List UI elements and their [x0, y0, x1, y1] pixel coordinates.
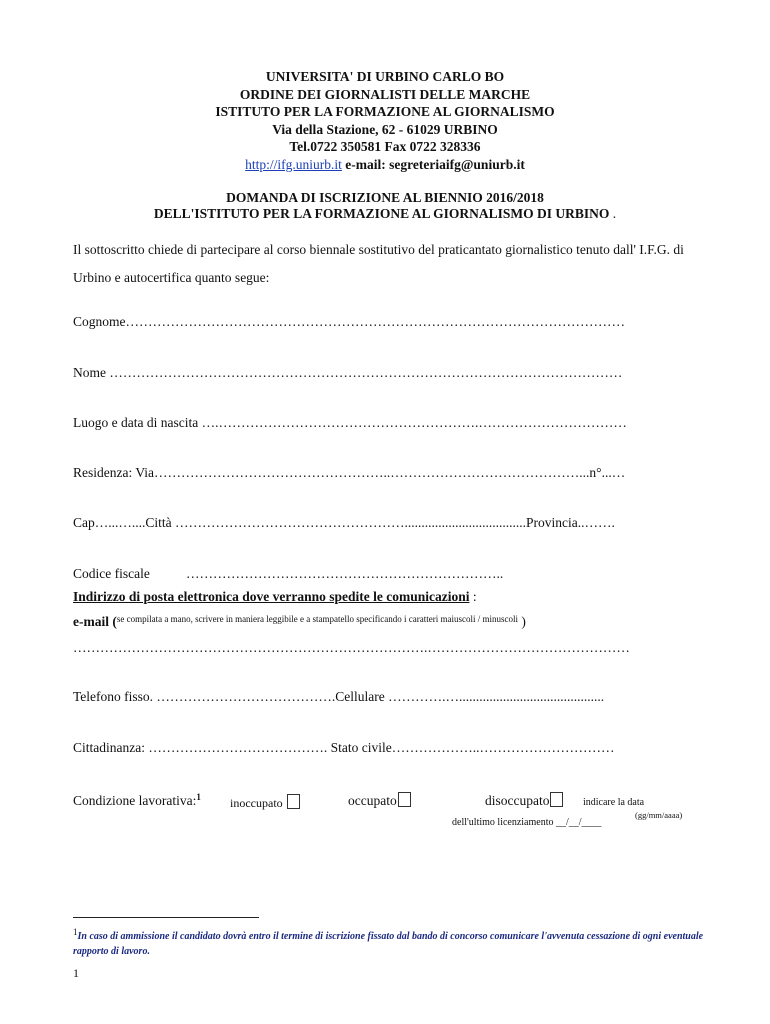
codice-fiscale-field[interactable]: ……………………………………………………………..	[186, 566, 504, 581]
occupato-option[interactable]	[348, 792, 411, 809]
intro-paragraph: Il sottoscritto chiede di partecipare al corso biennale sostitutivo del praticantato giornalistico tenuto dall' I.F.G. di Urbino e autocertifica quanto segue:	[73, 242, 684, 285]
email-note: se compilata a mano, scrivere in maniera leggibile e a stampatello specificando i caratteri maiuscoli / minuscoli	[116, 614, 518, 624]
email-close: )	[521, 614, 526, 629]
condizione-label-text: Condizione lavorativa:	[73, 793, 197, 808]
nome-field[interactable]: Nome ……………………………………………………………………………………………………	[73, 365, 623, 380]
header-email: e-mail: segreteriaifg@uniurb.it	[341, 156, 525, 172]
occupato-checkbox[interactable]	[398, 792, 411, 807]
codice-fiscale-label: Codice fiscale	[73, 566, 150, 581]
disoccupato-label: disoccupato	[485, 793, 550, 808]
condizione-label	[73, 792, 201, 809]
header-address: Via della Stazione, 62 - 61029 URBINO	[272, 121, 498, 137]
email-field[interactable]: …………………………………………………………………….………………………………………	[73, 640, 630, 655]
email-heading-text: Indirizzo di posta elettronica dove verranno spedite le comunicazioni	[73, 589, 470, 604]
email-heading-colon: :	[469, 589, 477, 604]
header-ordine: ORDINE DEI GIORNALISTI DELLE MARCHE	[239, 86, 531, 102]
footnote-number: 1	[73, 927, 78, 937]
title-dot: .	[609, 206, 617, 221]
disoccupato-option[interactable]	[485, 792, 563, 809]
licenziamento-date-field[interactable]: dell'ultimo licenziamento __/__/____	[452, 817, 602, 828]
title-line-1: DOMANDA DI ISCRIZIONE AL BIENNIO 2016/2018	[226, 190, 544, 205]
cittadinanza-stato-civile-field[interactable]: Cittadinanza: …………………………………. Stato civile………………..…………………………	[73, 740, 615, 755]
condizione-footnote-mark: 1	[196, 792, 201, 802]
inoccupato-checkbox[interactable]	[287, 794, 300, 809]
page-number: 1	[73, 966, 79, 980]
occupato-label: occupato	[348, 793, 397, 808]
telefono-cellulare-field[interactable]: Telefono fisso. ………………………………….Cellulare ………….…...........................................	[73, 689, 605, 704]
cap-citta-provincia-field[interactable]: Cap…...…....Città ……………………………………………....................................Provincia..…….	[73, 515, 615, 530]
cognome-field[interactable]: Cognome…………………………………………………………………………………………………	[73, 314, 625, 329]
header-istituto: ISTITUTO PER LA FORMAZIONE AL GIORNALISMO	[215, 104, 555, 119]
inoccupato-option[interactable]	[230, 794, 300, 811]
footnote-text: In caso di ammissione il candidato dovrà entro il termine di iscrizione fissato dal bando di concorso comunicare l'avvenuta cessazione di ogni eventuale rapporto di lavoro.	[73, 931, 704, 957]
inoccupato-label: inoccupato	[230, 796, 283, 810]
title-line-2-text: DELL'ISTITUTO PER LA FORMAZIONE AL GIORNALISMO DI URBINO	[153, 206, 610, 221]
indicare-data-text: indicare la data	[583, 797, 645, 808]
header-phone: Tel.0722 350581 Fax 0722 328336	[289, 139, 481, 154]
institution-header	[0, 68, 770, 173]
disoccupato-checkbox[interactable]	[550, 792, 563, 807]
header-university: UNIVERSITA' DI URBINO CARLO BO	[265, 69, 505, 84]
email-heading	[73, 589, 477, 605]
document-title	[0, 190, 770, 222]
email-label: e-mail (	[73, 614, 117, 629]
footnote-divider	[73, 917, 259, 918]
luogo-data-nascita-field[interactable]: Luogo e data di nascita ….………………………………………………….……………………………	[73, 415, 627, 430]
email-label-row	[73, 614, 526, 630]
date-format-hint: (gg/mm/aaaa)	[635, 810, 683, 820]
title-line-2	[0, 206, 770, 222]
residenza-field[interactable]: Residenza: Via……………………………………………..……………………………………...n°...…	[73, 465, 626, 480]
footnote	[73, 925, 713, 959]
website-link[interactable]: http://ifg.uniurb.it	[245, 156, 342, 172]
header-contacts	[0, 156, 770, 174]
